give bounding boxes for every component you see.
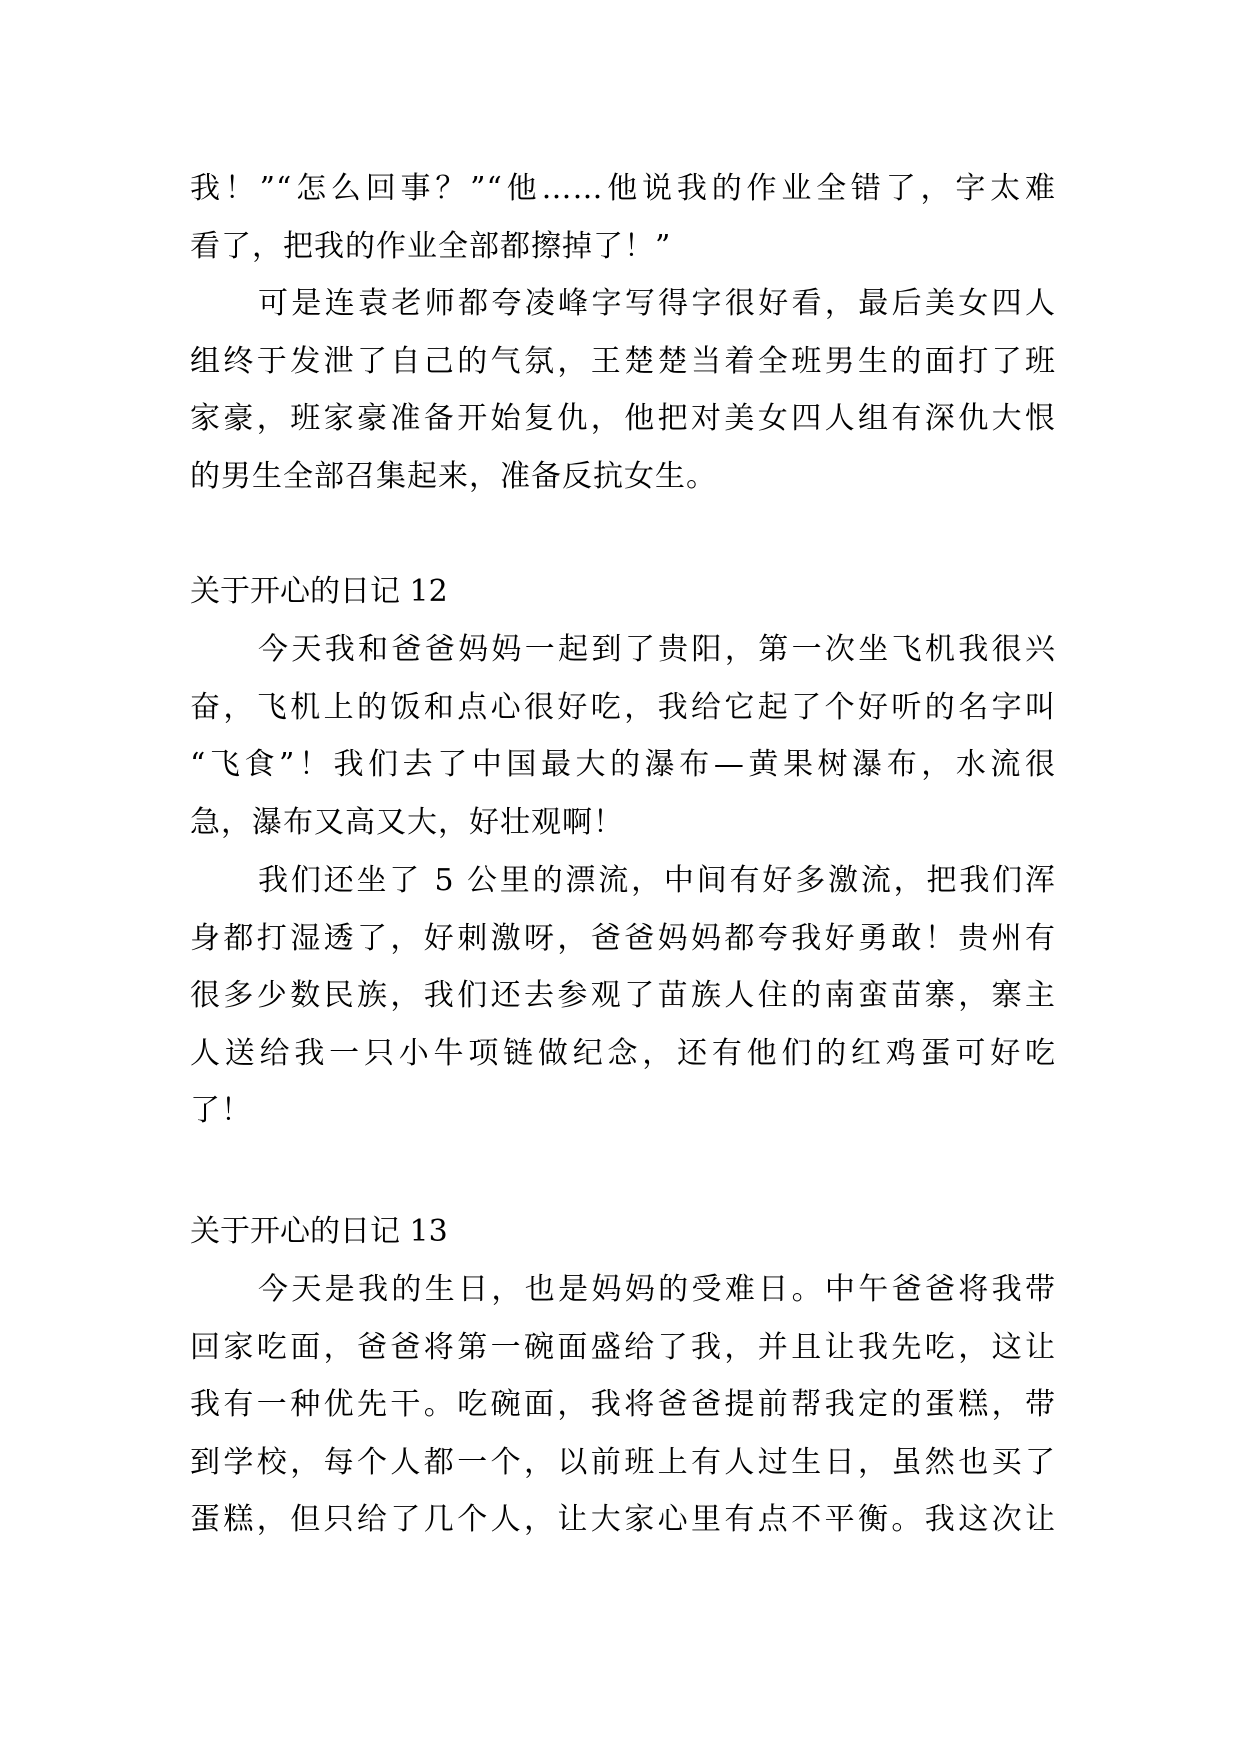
- diary-heading-12: 关于开心的日记 12: [190, 574, 448, 609]
- text-line: 回家吃面，爸爸将第一碗面盛给了我，并且让我先吃，这让: [190, 1329, 1056, 1365]
- text-line: 的男生全部召集起来，准备反抗女生。: [190, 458, 717, 494]
- paragraph-2: [190, 275, 1056, 505]
- paragraph-4: [190, 852, 1056, 1140]
- text-line: 身都打湿透了，好刺激呀，爸爸妈妈都夸我好勇敢！贵州有: [190, 920, 1056, 956]
- text-line: 我有一种优先干。吃碗面，我将爸爸提前帮我定的蛋糕，带: [190, 1387, 1056, 1423]
- text-line: 蛋糕，但只给了几个人，让大家心里有点不平衡。我这次让: [190, 1502, 1056, 1538]
- text-line: 家豪，班家豪准备开始复仇，他把对美女四人组有深仇大恨: [190, 401, 1056, 437]
- text-line: 看了，把我的作业全部都擦掉了！”: [190, 228, 672, 264]
- paragraph-1: [190, 160, 1056, 275]
- paragraph-3: [190, 621, 1056, 851]
- text-line: 奋，飞机上的饭和点心很好吃，我给它起了个好听的名字叫: [190, 689, 1056, 725]
- text-line: 人送给我一只小牛项链做纪念，还有他们的红鸡蛋可好吃: [190, 1035, 1056, 1071]
- text-line: 到学校，每个人都一个，以前班上有人过生日，虽然也买了: [190, 1444, 1056, 1480]
- text-line: 很多少数民族，我们还去参观了苗族人住的南蛮苗寨，寨主: [190, 978, 1056, 1014]
- text-line: 组终于发泄了自己的气氛，王楚楚当着全班男生的面打了班: [190, 343, 1056, 379]
- diary-heading-13: 关于开心的日记 13: [190, 1214, 448, 1249]
- text-line: 今天我和爸爸妈妈一起到了贵阳，第一次坐飞机我很兴: [258, 632, 1056, 667]
- text-line: 今天是我的生日，也是妈妈的受难日。中午爸爸将我带: [258, 1272, 1056, 1307]
- paragraph-5: [190, 1261, 1056, 1549]
- text-line: 急，瀑布又高又大，好壮观啊！: [190, 804, 624, 840]
- text-line: 了！: [190, 1093, 252, 1129]
- text-line: 我们还坐了 5 公里的漂流，中间有好多激流，把我们浑: [258, 863, 1056, 898]
- text-line: “飞食”！我们去了中国最大的瀑布—黄果树瀑布，水流很: [190, 747, 1056, 783]
- text-line: 可是连袁老师都夸凌峰字写得字很好看，最后美女四人: [258, 286, 1056, 321]
- text-line: 我！”“怎么回事？”“他……他说我的作业全错了，字太难: [190, 171, 1056, 206]
